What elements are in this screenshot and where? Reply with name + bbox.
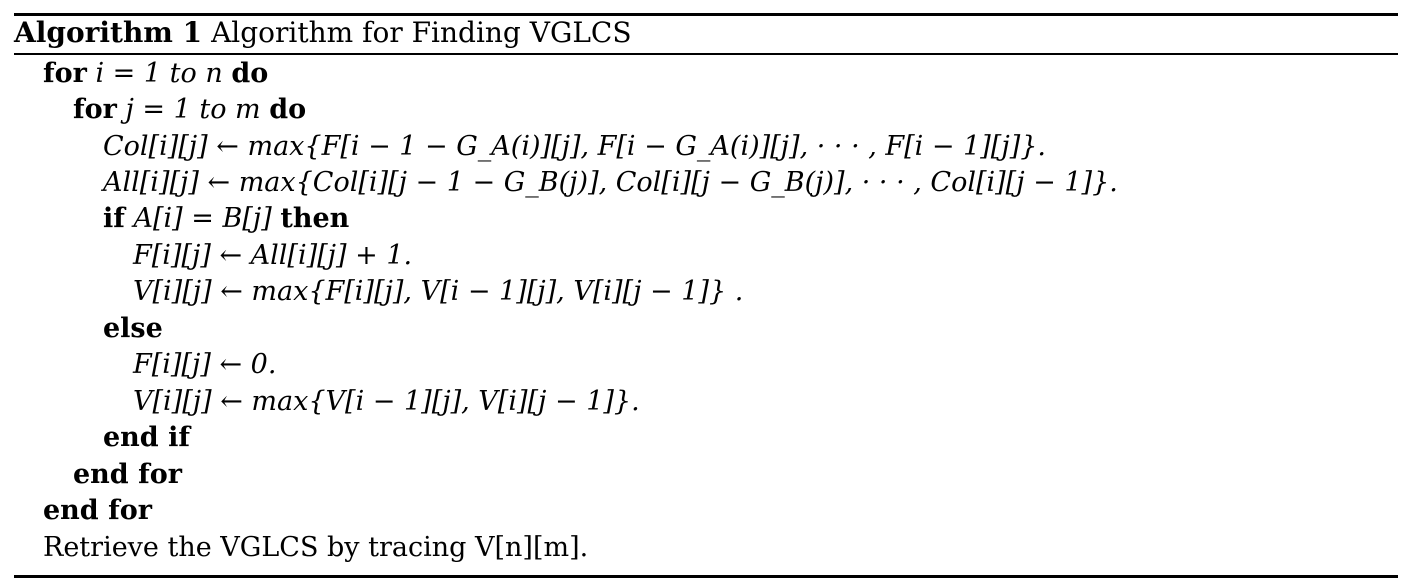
line-2-inner-for: for j = 1 to m do <box>73 94 307 125</box>
bottom-rule <box>14 575 1398 578</box>
line-8-else: else <box>103 313 163 344</box>
line-10-v-assign-else: V[i][j] ← max{V[i − 1][j], V[i][j − 1]}. <box>133 386 640 417</box>
line-3-col-update: Col[i][j] ← max{F[i − 1 − G_A(i)][j], F[i − G_A(i)][j], · · · , F[i − 1][j]}. <box>103 131 1047 162</box>
algorithm-caption <box>14 14 632 52</box>
line-5-if: if A[i] = B[j] then <box>103 203 350 234</box>
line-14-retrieve: Retrieve the VGLCS by tracing V[n][m]. <box>43 532 589 563</box>
line-12-end-inner-for: end for <box>73 459 182 490</box>
line-11-end-if: end if <box>103 422 190 453</box>
line-9-f-zero: F[i][j] ← 0. <box>133 349 277 380</box>
caption-rule <box>14 53 1398 55</box>
caption-title: Algorithm for Finding VGLCS <box>211 16 632 49</box>
line-7-v-assign: V[i][j] ← max{F[i][j], V[i − 1][j], V[i][j − 1]} . <box>133 276 744 307</box>
line-13-end-outer-for: end for <box>43 495 152 526</box>
line-1-outer-for: for i = 1 to n do <box>43 58 269 89</box>
line-6-f-assign: F[i][j] ← All[i][j] + 1. <box>133 240 413 271</box>
line-4-all-update: All[i][j] ← max{Col[i][j − 1 − G_B(j)], Col[i][j − G_B(j)], · · · , Col[i][j − 1]}. <box>103 167 1118 198</box>
caption-label: Algorithm 1 <box>14 16 203 49</box>
